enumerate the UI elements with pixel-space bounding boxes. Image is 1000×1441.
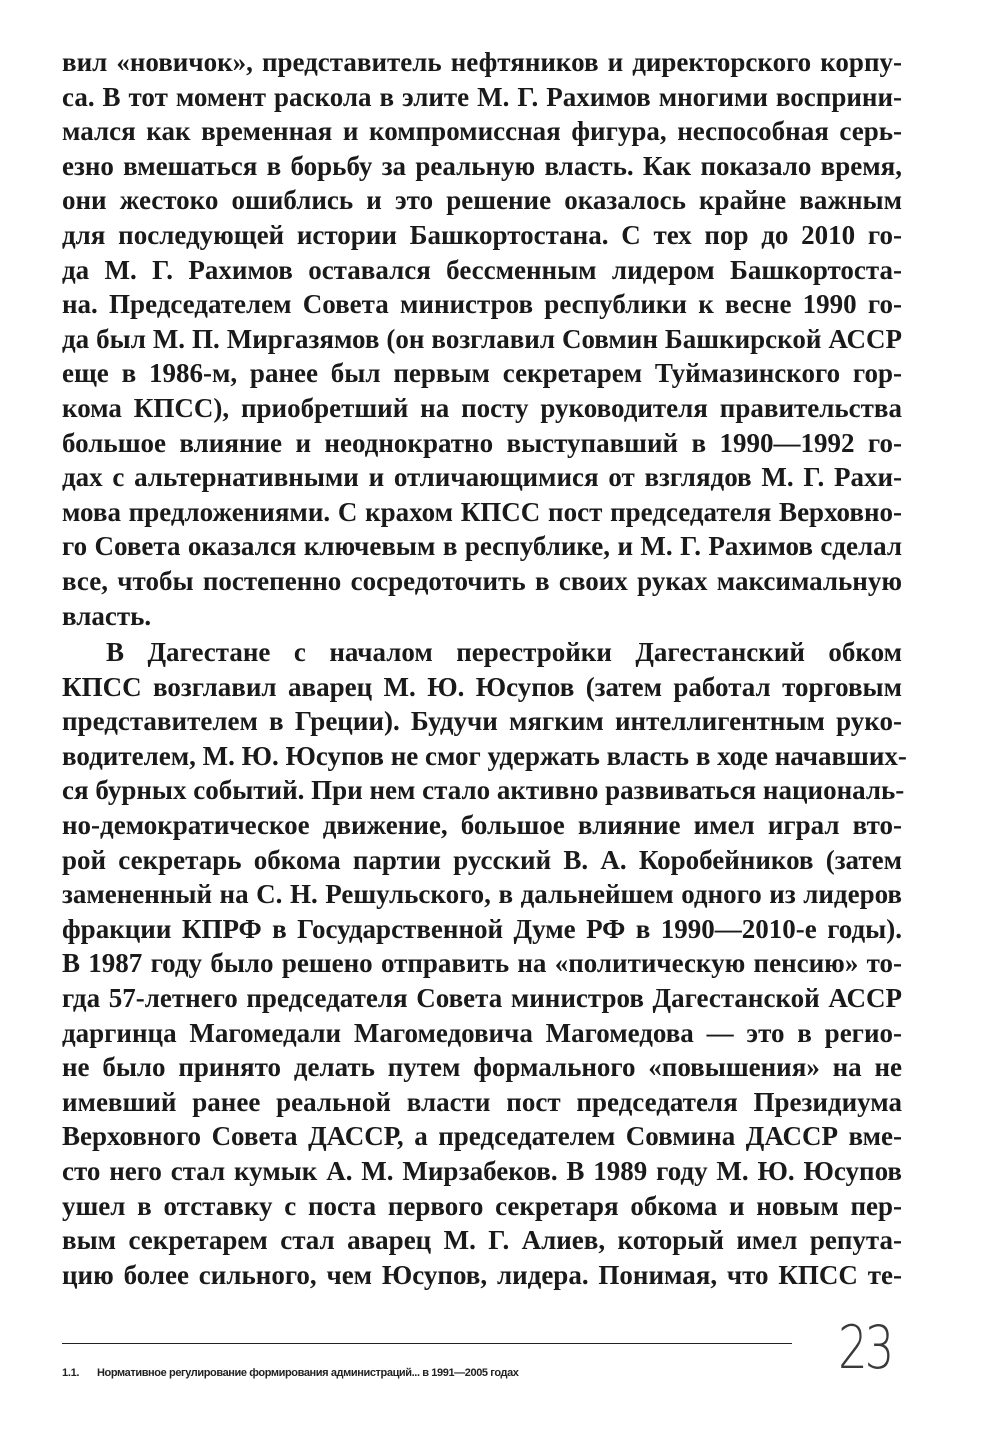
text-line: имевший ранее реальной власти пост председателя Президиума <box>62 1086 902 1117</box>
text-line: кома КПСС), приобретший на посту руководителя правительства <box>62 392 902 423</box>
text-line: но-демократическое движение, большое влияние имел играл вто- <box>62 809 902 840</box>
text-line: все, чтобы постепенно сосредоточить в своих руках максимальную <box>62 565 902 596</box>
text-line: са. В тот момент раскола в элите М. Г. Рахимов многими восприни- <box>62 81 902 112</box>
text-line: ся бурных событий. При нем стало активно развиваться националь- <box>62 775 905 806</box>
text-line: Верховного Совета ДАССР, а председателем Совмина ДАССР вме- <box>62 1121 902 1152</box>
text-line: замененный на С. Н. Решульского, в дальнейшем одного из лидеров <box>62 879 902 910</box>
footer-section-number: 1.1. <box>62 1367 80 1379</box>
text-line: не было принято делать путем формального «повышения» на не <box>62 1052 902 1083</box>
text-line: водителем, М. Ю. Юсупов не смог удержать власть в ходе начавших- <box>62 740 907 771</box>
text-line: рой секретарь обкома партии русский В. А. Коробейников (затем <box>62 844 902 875</box>
text-line: го Совета оказался ключевым в республике, и М. Г. Рахимов сделал <box>62 531 902 562</box>
text-line: мова предложениями. С крахом КПСС пост председателя Верховно- <box>62 496 902 527</box>
text-line: езно вмешаться в борьбу за реальную власть. Как показало время, <box>62 150 902 181</box>
text-line: да М. Г. Рахимов оставался бессменным лидером Башкортоста- <box>62 254 902 285</box>
text-line: мался как временная и компромиссная фигура, неспособная серь- <box>62 116 902 147</box>
text-line: представителем в Греции). Будучи мягким интеллигентным руко- <box>62 706 902 737</box>
text-line: В 1987 году было решено отправить на «политическую пенсию» то- <box>62 948 902 979</box>
text-line: для последующей истории Башкортостана. С тех пор до 2010 го- <box>62 219 902 250</box>
text-line: на. Председателем Совета министров республики к весне 1990 го- <box>62 289 902 320</box>
text-line: они жестоко ошиблись и это решение оказалось крайне важным <box>62 185 902 216</box>
text-line: цию более сильного, чем Юсупов, лидера. Понимая, что КПСС те- <box>62 1259 902 1290</box>
text-line: КПСС возглавил аварец М. Ю. Юсупов (затем работал торговым <box>62 671 902 702</box>
text-line: вым секретарем стал аварец М. Г. Алиев, который имел репута- <box>62 1225 902 1256</box>
text-line: власть. <box>62 600 152 631</box>
text-line: да был М. П. Миргазямов (он возглавил Совмин Башкирской АССР <box>62 323 902 354</box>
text-line: сто него стал кумык А. М. Мирзабеков. В 1989 году М. Ю. Юсупов <box>62 1155 902 1186</box>
text-line: вил «новичок», представитель нефтяников и директорского корпу- <box>62 47 902 77</box>
paragraph-2 <box>62 635 907 1292</box>
text-line: фракции КПРФ в Государственной Думе РФ в 1990—2010-е годы). <box>62 913 902 944</box>
text-line: ушел в отставку с поста первого секретаря обкома и новым пер- <box>62 1190 902 1221</box>
page-number: 23 <box>838 1313 892 1383</box>
text-line: большое влияние и неоднократно выступавший в 1990—1992 го- <box>62 427 902 458</box>
footer-running-title: Нормативное регулирование формирования администраций... в 1991—2005 годах <box>97 1367 519 1379</box>
paragraph-1 <box>62 45 902 633</box>
text-line: гда 57-летнего председателя Совета министров Дагестанской АССР <box>62 982 902 1013</box>
text-line: еще в 1986-м, ранее был первым секретарем Туймазинского гор- <box>62 358 902 389</box>
footer-divider <box>62 1343 792 1344</box>
text-line: даргинца Магомедали Магомедовича Магомедова — это в регио- <box>62 1017 902 1048</box>
text-line: В Дагестане с началом перестройки Дагестанский обком <box>106 637 902 667</box>
text-line: дах с альтернативными и отличающимися от взглядов М. Г. Рахи- <box>62 462 902 493</box>
